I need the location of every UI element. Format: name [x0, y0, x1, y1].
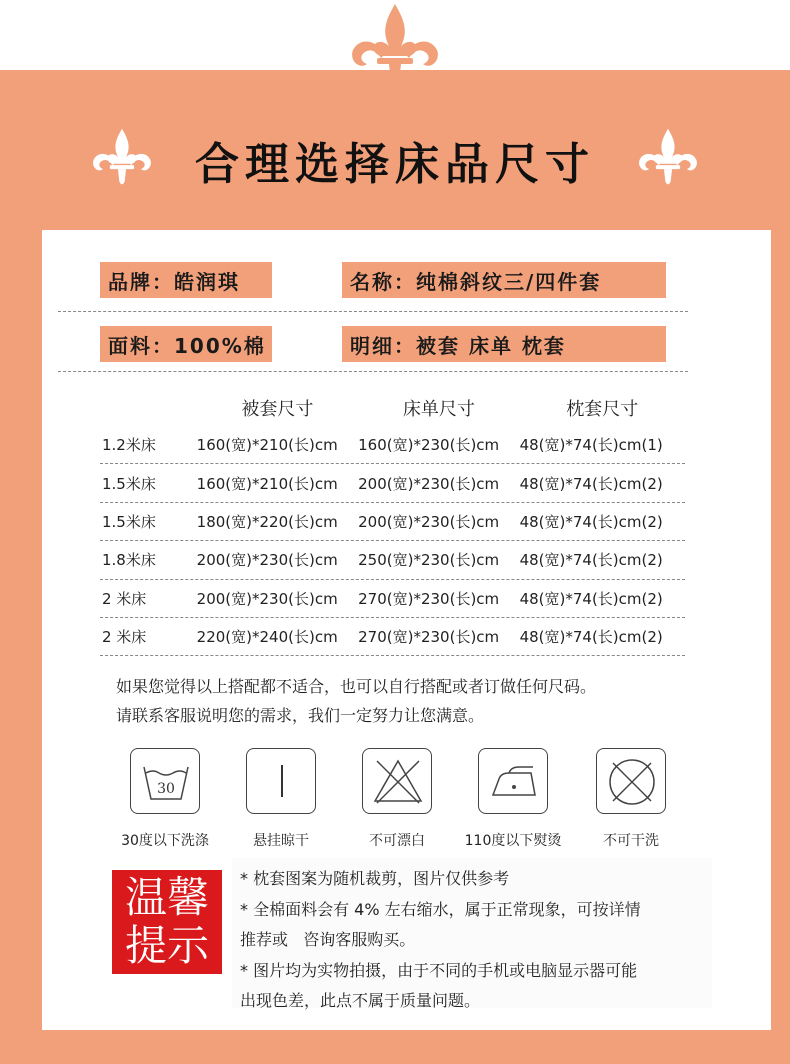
- sheet-cell: 200(宽)*230(长)cm: [358, 474, 500, 493]
- pillowcase-cell: 48(宽)*74(长)cm(2): [519, 551, 663, 570]
- table-row: [100, 426, 685, 464]
- duvet-cell: 200(宽)*230(长)cm: [196, 589, 338, 608]
- duvet-cell: 160(宽)*210(长)cm: [196, 436, 338, 455]
- pillowcase-cell: 48(宽)*74(长)cm(2): [519, 589, 663, 608]
- care-label: 悬挂晾干: [253, 833, 309, 849]
- duvet-cell: 200(宽)*230(长)cm: [196, 551, 338, 570]
- tips-badge-line: 温馨: [124, 873, 209, 922]
- hang-dry-icon: [246, 748, 316, 814]
- no-dry-clean-icon: [596, 748, 666, 814]
- bed-size-cell: 2 米床: [102, 589, 147, 608]
- sheet-cell: 250(宽)*230(长)cm: [358, 551, 500, 570]
- care-instructions: [112, 748, 692, 858]
- tips-badge: [112, 870, 222, 974]
- pillowcase-cell: 48(宽)*74(长)cm(1): [519, 436, 663, 455]
- sheet-cell: 160(宽)*230(长)cm: [358, 436, 500, 455]
- custom-size-notice: [116, 672, 716, 730]
- duvet-cell: 220(宽)*240(长)cm: [196, 628, 338, 647]
- size-table: [100, 390, 685, 656]
- table-row: [100, 541, 685, 579]
- tip-line: 出现色差，此点不属于质量问题。: [240, 991, 481, 1010]
- tip-line: * 图片均为实物拍摄，由于不同的手机或电脑显示器可能: [240, 960, 638, 980]
- tip-line: * 全棉面料会有 4% 左右缩水，属于正常现象，可按详情: [240, 899, 641, 919]
- care-label: 不可漂白: [369, 833, 425, 849]
- care-label: 不可干洗: [603, 833, 659, 849]
- svg-text:30: 30: [157, 781, 175, 797]
- tip-line: 推荐或 咨询客服购买。: [240, 930, 416, 949]
- duvet-cell: 180(宽)*220(长)cm: [196, 512, 338, 531]
- pillowcase-cell: 48(宽)*74(长)cm(2): [519, 512, 663, 531]
- tip-line: * 枕套图案为随机裁剪，图片仅供参考: [240, 869, 510, 888]
- divider: [58, 311, 688, 312]
- table-row: [100, 580, 685, 618]
- bed-size-cell: 2 米床: [102, 628, 147, 647]
- fabric-tag: 面料：100%棉: [100, 326, 272, 362]
- care-label: 30度以下洗涤: [121, 833, 209, 849]
- pillowcase-cell: 48(宽)*74(长)cm(2): [519, 474, 663, 493]
- no-bleach-icon: [362, 748, 432, 814]
- detail-tag: 明细：被套 床单 枕套: [342, 326, 666, 362]
- header-cell: 枕套尺寸: [566, 399, 639, 420]
- iron-110-icon: [478, 748, 548, 814]
- brand-tag: 品牌：皓润琪: [100, 262, 272, 298]
- name-tag: 名称：纯棉斜纹三/四件套: [342, 262, 666, 298]
- tips-text: [240, 864, 720, 1017]
- bed-size-cell: 1.5米床: [102, 512, 156, 531]
- bed-size-cell: 1.8米床: [102, 551, 156, 570]
- divider: [58, 371, 688, 372]
- notice-line: 如果您觉得以上搭配都不适合，也可以自行搭配或者订做任何尺码。: [116, 677, 597, 696]
- table-row: [100, 503, 685, 541]
- table-row: [100, 464, 685, 502]
- pillowcase-cell: 48(宽)*74(长)cm(2): [519, 628, 663, 647]
- sheet-cell: 270(宽)*230(长)cm: [358, 628, 500, 647]
- header-cell: 被套尺寸: [241, 399, 314, 420]
- table-row: [100, 618, 685, 656]
- fleur-de-lis-icon: [345, 0, 445, 92]
- title-area: [0, 120, 790, 200]
- duvet-cell: 160(宽)*210(长)cm: [196, 474, 338, 493]
- notice-line: 请联系客服说明您的需求，我们一定努力让您满意。: [116, 706, 485, 725]
- sheet-cell: 200(宽)*230(长)cm: [358, 512, 500, 531]
- tips-badge-line: 提示: [124, 921, 209, 970]
- bed-size-cell: 1.2米床: [102, 436, 156, 455]
- header-cell: 床单尺寸: [402, 399, 475, 420]
- sheet-cell: 270(宽)*230(长)cm: [358, 589, 500, 608]
- wash-30-icon: [130, 748, 200, 814]
- care-label: 110度以下熨烫: [464, 833, 562, 849]
- page-title: 合理选择床品尺寸: [195, 139, 595, 190]
- table-header: [100, 390, 685, 426]
- bed-size-cell: 1.5米床: [102, 474, 156, 493]
